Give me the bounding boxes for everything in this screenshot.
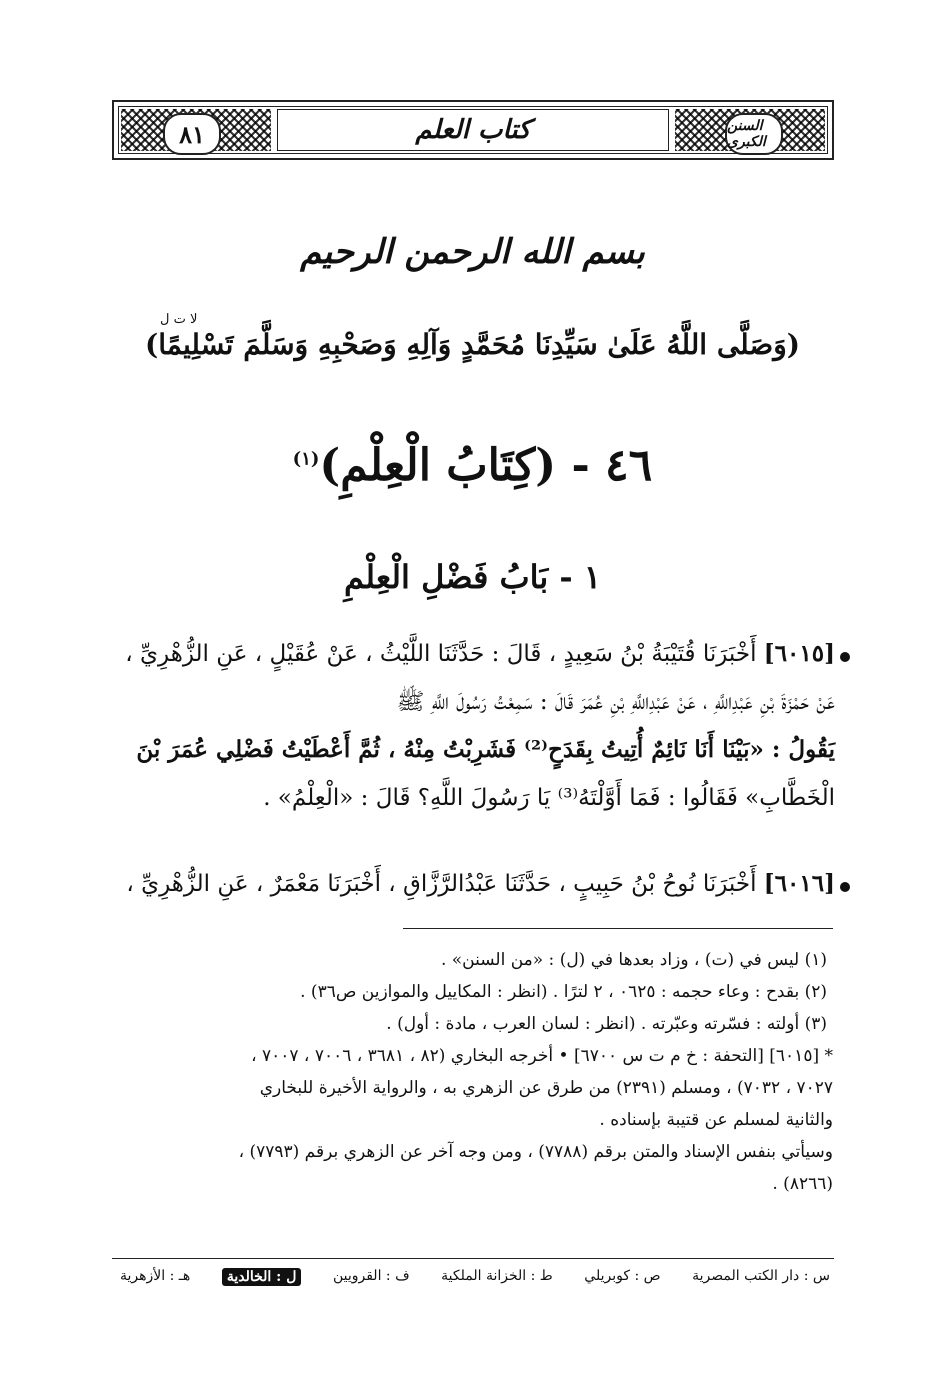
salawat: (وَصَلَّى اللَّهُ عَلَىٰ سَيِّدِنَا مُحَمَّدٍ وَآلِهِ وَصَحْبِهِ وَسَلَّمَ تَسْلِيمًا) — [145, 328, 800, 361]
page-number: ٨١ — [163, 113, 221, 155]
legend-item: ص : كوبريلي — [584, 1268, 661, 1284]
logo: السنن الكبرى — [725, 113, 783, 155]
manuscript-legend — [120, 1268, 830, 1286]
hadith-line: عَنْ حَمْزَةَ بْنِ عَبْدِاللَّهِ ، عَنْ عَبْدِاللَّهِ بْنِ عُمَرَ قَالَ : سَمِعْتُ رَسُولَ اللَّهِ ﷺ — [396, 689, 835, 715]
takhrij-line: (٨٢٦٦) . — [772, 1174, 833, 1194]
hadith-line: أَخْبَرَنَا نُوحُ بْنُ حَبِيبٍ ، حَدَّثَنَا عَبْدُالرَّزَّاقِ ، أَخْبَرَنَا مَعْمَرٌ ، عَنِ الزُّهْرِيِّ ، — [126, 871, 757, 897]
hadith-line: الْخَطَّابِ» فَقَالُوا : فَمَا أَوَّلْتَهُ⁽³⁾ يَا رَسُولَ اللَّهِ؟ قَالَ : «الْعِلْمُ» . — [263, 785, 835, 811]
takhrij-line: والثانية لمسلم عن قتيبة بإسناده . — [599, 1110, 833, 1130]
book-title — [0, 440, 945, 491]
footnote-ref: (١) — [292, 448, 320, 470]
footer-divider — [112, 1258, 834, 1259]
book-title-text: (كِتَابُ الْعِلْمِ) — [319, 440, 557, 491]
basmala: بسم الله الرحمن الرحيم — [300, 232, 645, 272]
hadith-number: [٦٠١٥] — [763, 640, 835, 667]
hadith-6016 — [105, 860, 835, 908]
running-title: كتاب العلم — [277, 109, 669, 151]
footnote: (٣) أولته : فسّرته وعبّرته . (انظر : لسان العرب ، مادة : أول) . — [386, 1014, 827, 1034]
legend-item: س : دار الكتب المصرية — [692, 1268, 830, 1284]
legend-item: ط : الخزانة الملكية — [441, 1268, 553, 1284]
hadith-line: يَقُولُ : «بَيْنَا أَنَا نَائِمٌ أُتِيتُ بِقَدَحٍ⁽²⁾ فَشَرِبْتُ مِنْهُ ، ثُمَّ أَعْطَيْتُ فَضْلِي عُمَرَ بْنَ — [136, 736, 835, 763]
legend-item: هـ : الأزهرية — [120, 1268, 191, 1284]
salawat-note: لا ت ل — [160, 312, 198, 327]
takhrij-line: * [٦٠١٥] [التحفة : خ م ت س ٦٧٠٠] • أخرجه البخاري (٨٢ ، ٣٦٨١ ، ٧٠٠٦ ، ٧٠٠٧ ، — [251, 1046, 833, 1066]
footnote: (٢) بقدح : وعاء حجمه : ٠٦٢٥ ، ٢ لترًا . (انظر : المكاييل والموازين ص٣٦) . — [300, 982, 827, 1002]
takhrij-line: وسيأتي بنفس الإسناد والمتن برقم (٧٧٨٨) ، ومن وجه آخر عن الزهري برقم (٧٧٩٣) ، — [238, 1142, 833, 1162]
bullet-icon — [840, 652, 850, 662]
book-number: ٤٦ - — [571, 440, 653, 491]
hadith-line: أَخْبَرَنَا قُتَيْبَةُ بْنُ سَعِيدٍ ، قَالَ : حَدَّثَنَا اللَّيْثُ ، عَنْ عُقَيْلٍ ، عَنِ الزُّهْرِيِّ ، — [125, 641, 757, 667]
takhrij-line: ٧٠٢٧ ، ٧٠٣٢) ، ومسلم (٢٣٩١) من طرق عن الزهري به ، والرواية الأخيرة للبخاري — [259, 1078, 833, 1098]
bullet-icon — [840, 882, 850, 892]
chapter-title: ١ - بَابُ فَضْلِ الْعِلْمِ — [343, 558, 602, 596]
page-header — [112, 100, 834, 160]
footnote: (١) ليس في (ت) ، وزاد بعدها في (ل) : «من السنن» . — [440, 950, 827, 970]
hadith-6015 — [105, 630, 835, 822]
footnotes — [107, 944, 827, 1040]
footnote-divider — [403, 928, 833, 929]
header-frame — [118, 106, 828, 154]
takhrij — [103, 1040, 833, 1200]
hadith-number: [٦٠١٦] — [763, 870, 835, 897]
legend-badge: ل : الخالدية — [222, 1268, 302, 1286]
legend-item: ف : القرويين — [332, 1268, 410, 1284]
